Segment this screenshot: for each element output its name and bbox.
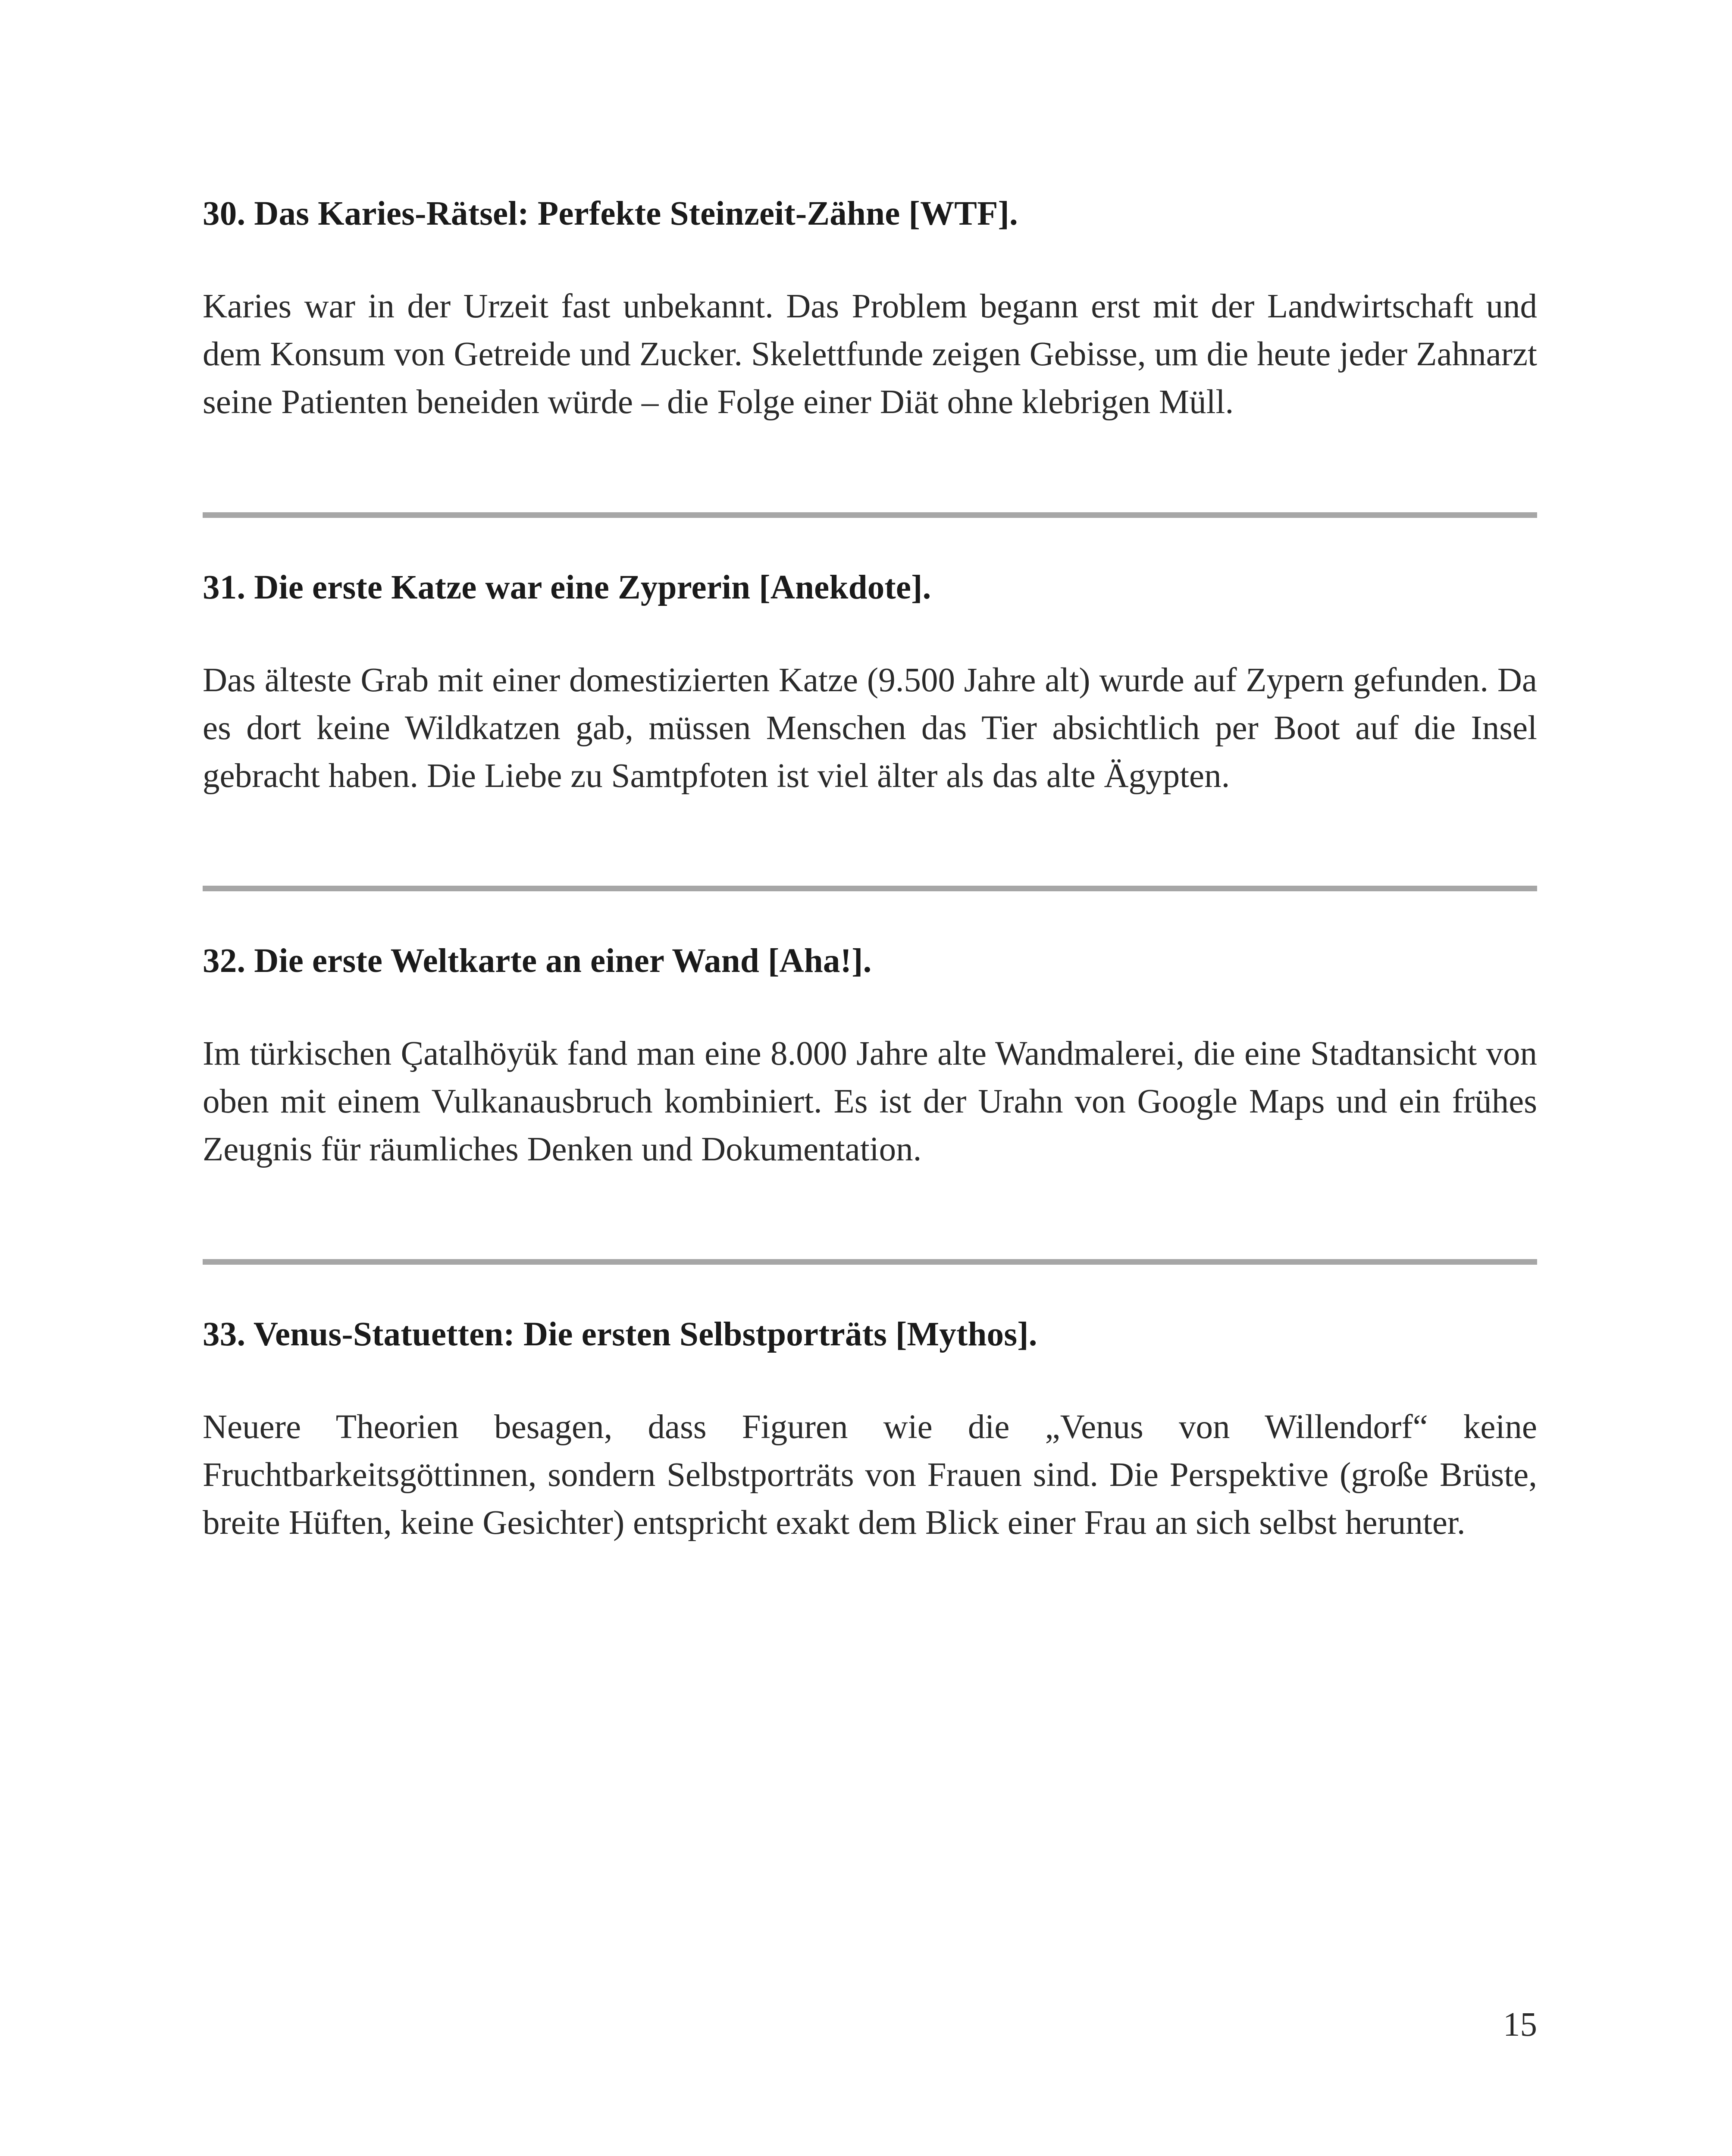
entry-31 [203,564,1537,800]
section-divider [203,886,1537,891]
entry-title: 33. Venus-Statuetten: Die ersten Selbstporträts [Mythos]. [203,1316,1037,1353]
entry-body: Neuere Theorien besagen, dass Figuren wie die „Venus von Willendorf“ keine Fruchtbarkeitsgöttinnen, sondern Selbstporträts von Frauen sind. Die Perspektive (große Brüste, breite Hüften, keine Gesichter) entspricht exakt dem Blick einer Frau an sich selbst herunter. [203,1408,1537,1542]
page-number: 15 [1503,2006,1537,2043]
entry-title: 32. Die erste Weltkarte an einer Wand [Aha!]. [203,942,872,980]
entry-body: Karies war in der Urzeit fast unbekannt. Das Problem begann erst mit der Landwirtschaft und dem Konsum von Getreide und Zucker. Skelettfunde zeigen Gebisse, um die heute jeder Zahnarzt seine Patienten beneiden würde – die Folge einer Diät ohne klebrigen Müll. [203,288,1537,421]
section-divider [203,1259,1537,1265]
entry-title: 30. Das Karies-Rätsel: Perfekte Steinzeit-Zähne [WTF]. [203,195,1018,232]
entry-32 [203,937,1537,1173]
entry-title: 31. Die erste Katze war eine Zyprerin [Anekdote]. [203,569,931,606]
entry-33 [203,1310,1537,1547]
section-divider [203,512,1537,518]
entry-body: Im türkischen Çatalhöyük fand man eine 8.000 Jahre alte Wandmalerei, die eine Stadtansicht von oben mit einem Vulkanausbruch kombiniert. Es ist der Urahn von Google Maps und ein frühes Zeugnis für räumliches Denken und Dokumentation. [203,1035,1537,1168]
entry-30 [203,190,1537,426]
entry-body: Das älteste Grab mit einer domestizierten Katze (9.500 Jahre alt) wurde auf Zypern gefunden. Da es dort keine Wildkatzen gab, müssen Menschen das Tier absichtlich per Boot auf die Insel gebracht haben. Die Liebe zu Samtpfoten ist viel älter als das alte Ägypten. [203,661,1537,795]
